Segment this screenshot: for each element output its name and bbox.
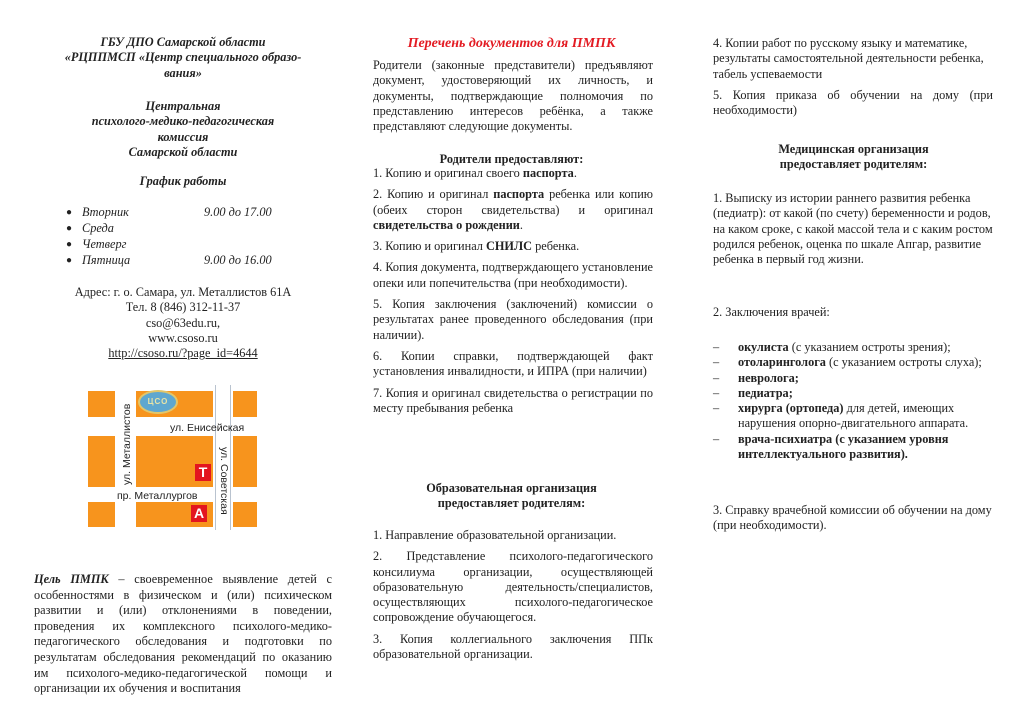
map-block — [233, 436, 257, 487]
org-line: вания» — [164, 65, 202, 80]
item-bold: свидетельства о рождении — [373, 217, 520, 232]
doctor-name: педиатра; — [738, 385, 793, 400]
heading-line: Медицинская организация — [778, 142, 929, 156]
map-block — [233, 502, 257, 527]
email[interactable]: cso@63edu.ru, — [145, 315, 221, 330]
item-text: 3. Копию и оригинал — [373, 239, 486, 254]
dash-icon: – — [713, 431, 720, 446]
item-text: . — [519, 217, 523, 232]
goal-label: Цель ПМПК — [34, 572, 109, 586]
item-bold: паспорта — [522, 166, 574, 180]
website[interactable]: www.csoso.ru — [148, 330, 218, 345]
doctor-item — [713, 355, 991, 370]
goal-text: – своевременное выявление детей с особенностями в физическом и (или) психическом развитии и (или) отклонениями в поведении, проведения их комплексного психолого-медико-педагогического обследования и подготовки по результатам обследования рекомендаций по оказанию им психолого-медико-педагогической помощи и организации их обучения и воспитания — [34, 572, 332, 696]
schedule-list — [62, 205, 322, 269]
med-item-3: 3. Справку врачебной комиссии об обучении на дому (при необходимости). — [713, 503, 992, 533]
doctor-item — [713, 340, 991, 355]
schedule-day: Пятница — [82, 253, 131, 267]
schedule-day: Вторник — [82, 205, 129, 219]
edu-list — [373, 522, 653, 662]
schedule-row — [62, 221, 322, 237]
list-item: 5. Копия приказа об обучении на дому (при необходимости) — [713, 87, 993, 118]
street-label-sovetskaya: ул. Советская — [218, 447, 230, 515]
cso-logo-icon: ЦСО — [138, 390, 178, 414]
doctor-note: для детей, имеющих нарушения опорно-двигательного аппарата. — [738, 401, 969, 431]
list-item: 4. Копии работ по русскому языку и математике, результаты самостоятельной деятельности ребенка, табель успеваемости — [713, 36, 984, 81]
list-item — [373, 166, 653, 181]
heading-line: предоставляет родителям: — [779, 157, 928, 172]
org-line: ГБУ ДПО Самарской области — [100, 35, 266, 49]
heading-line: Образовательная организация — [426, 481, 597, 495]
bus-stop-icon: А — [191, 505, 207, 522]
intro-text: Родители (законные представители) предъявляют документ, удостоверяющий их личность, и документы, подтверждающие полномочия по представлению интересов ребёнка, а также представляют следующие документы. — [373, 58, 653, 134]
bullet-icon: ● — [66, 207, 73, 218]
pmpk-goal — [34, 572, 332, 697]
map-block — [88, 436, 115, 487]
item-text: ребенка или копию (обеих сторон свидетельства) и оригинал — [373, 187, 653, 217]
schedule-row — [62, 253, 322, 269]
commission-line: психолого-медико-педагогическая — [91, 114, 275, 129]
item-bold: СНИЛС — [485, 239, 533, 254]
list-item: 3. Копия коллегиального заключения ППк образовательной организации. — [373, 631, 653, 662]
doctor-name: окулиста — [738, 340, 789, 354]
contacts — [34, 285, 332, 361]
doctor-item — [713, 386, 991, 401]
list-item: 4. Копия документа, подтверждающего установление опеки или попечительства (при необходимости). — [373, 260, 653, 290]
item-text: ребенка. — [532, 239, 580, 254]
doctor-item — [713, 432, 991, 463]
schedule-time: 9.00 до 17.00 — [204, 205, 272, 219]
map-block — [233, 391, 257, 417]
heading-line: предоставляет родителям: — [437, 496, 586, 511]
list-item — [373, 187, 653, 233]
list-item: 2. Представление психолого-педагогического консилиума организации, осуществляющей образовательную деятельность/специалистов, осуществляющих психолого-педагогическое сопровождение обучающегося. — [373, 549, 653, 625]
bullet-icon: ● — [66, 223, 73, 234]
schedule-day: Четверг — [82, 237, 127, 251]
doctor-name: невролога; — [738, 370, 799, 385]
list-item — [373, 239, 653, 254]
parents-list — [373, 166, 653, 416]
doctor-item — [713, 371, 991, 386]
item-bold: паспорта — [493, 187, 545, 202]
edu-list-continued — [713, 36, 993, 118]
commission-line: Самарской области — [128, 144, 238, 159]
address: Адрес: г. о. Самара, ул. Металлистов 61А — [74, 285, 292, 299]
org-name — [34, 35, 332, 81]
item-text: 1. Копию и оригинал своего — [373, 166, 523, 180]
parents-heading: Родители предоставляют: — [439, 152, 584, 166]
documents-title: Перечень документов для ПМПК — [407, 36, 616, 51]
item-text: . — [573, 166, 577, 180]
doctor-name: хирурга (ортопеда) — [738, 401, 844, 416]
dash-icon: – — [713, 385, 720, 400]
dash-icon: – — [713, 340, 720, 354]
doctor-name: врача-психиатра (с указанием уровня интеллектуального развития). — [738, 431, 949, 462]
map-block — [88, 391, 115, 417]
doctor-note: (с указанием остроты слуха); — [825, 355, 982, 370]
med-item-1: 1. Выписку из истории раннего развития ребенка (педиатр): от какой (по счету) беременности и родов, на каком сроке, с какой массой тела и с каким ростом родился ребенок, оценка по шкале Апгар, развитие ребенка в первый год жизни. — [713, 191, 993, 267]
dash-icon: – — [713, 401, 720, 416]
schedule-time: 9.00 до 16.00 — [204, 253, 272, 267]
map-block — [88, 502, 115, 527]
doctor-item — [713, 401, 991, 432]
street-label-metallistov: ул. Металлистов — [121, 403, 133, 485]
org-line: «РЦППМСП «Центр специального образо- — [64, 50, 302, 65]
doctor-note: (с указанием остроты зрения); — [788, 340, 951, 354]
doctor-name: отоларинголога — [738, 355, 826, 370]
tram-stop-icon: Т — [195, 464, 211, 481]
list-item: 6. Копии справки, подтверждающей факт установления инвалидности, и ИПРА (при наличии) — [373, 348, 653, 379]
street-label-eniseyskaya: ул. Енисейская — [170, 422, 245, 434]
schedule-row — [62, 237, 322, 253]
bullet-icon: ● — [66, 255, 73, 266]
list-item: 7. Копия и оригинал свидетельства о регистрации по месту пребывания ребенка — [373, 385, 653, 415]
schedule-title: График работы — [139, 174, 227, 188]
page-link[interactable]: http://csoso.ru/?page_id=4644 — [108, 346, 258, 361]
commission-title — [34, 99, 332, 160]
item-text: 2. Копию и оригинал — [373, 187, 494, 202]
bullet-icon: ● — [66, 239, 73, 250]
dash-icon: – — [713, 355, 720, 370]
dash-icon: – — [713, 370, 720, 385]
edu-heading — [370, 481, 653, 512]
phone: Тел. 8 (846) 312-11-37 — [125, 300, 241, 315]
commission-line: комиссия — [157, 129, 209, 144]
schedule-day: Среда — [82, 221, 114, 235]
doctors-list — [713, 340, 991, 462]
med-item-2: 2. Заключения врачей: — [713, 305, 830, 319]
med-heading — [712, 142, 995, 173]
list-item: 5. Копия заключения (заключений) комиссии о результатах ранее проведенного обследования (при наличии). — [373, 297, 653, 342]
schedule-row — [62, 205, 322, 221]
list-item: 1. Направление образовательной организации. — [373, 528, 617, 542]
commission-line: Центральная — [145, 99, 221, 113]
street-label-metallurgov: пр. Металлургов — [117, 490, 198, 502]
